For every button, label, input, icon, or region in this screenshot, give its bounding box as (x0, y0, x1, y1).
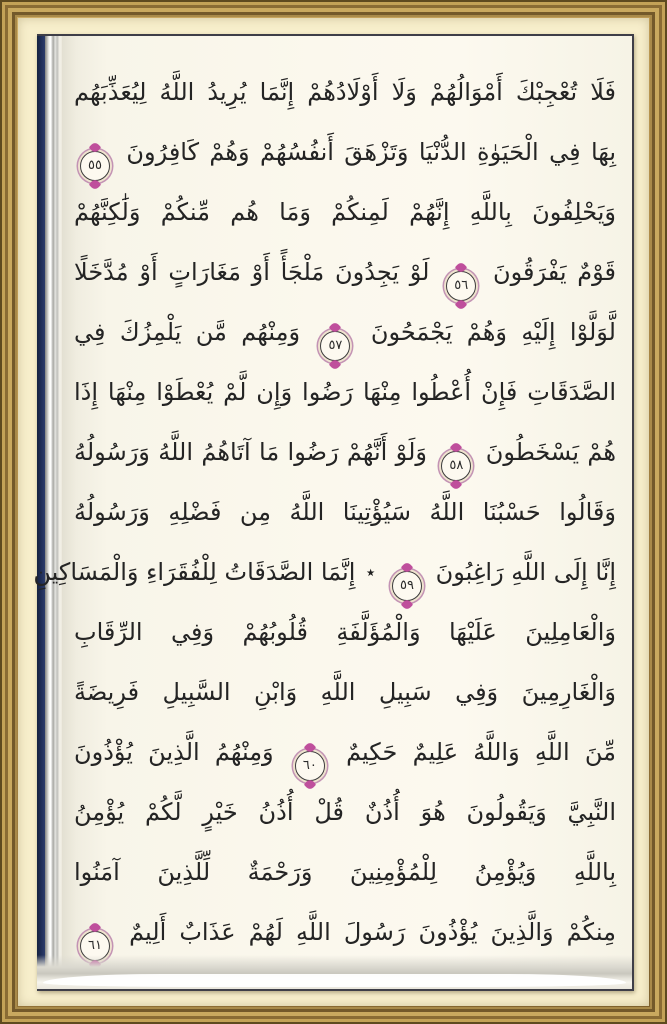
aya-marker (392, 571, 422, 601)
quran-line-7 (74, 422, 616, 482)
aya-number: ٦١ (88, 938, 102, 953)
quran-line-text: هُمْ يَسْخَطُونَ (485, 438, 616, 466)
quran-line-text: وَمِنْهُمُ الَّذِينَ يُؤْذُونَ (74, 738, 274, 766)
aya-marker (320, 331, 350, 361)
quran-line-text: وَمِنْهُم مَّن يَلْمِزُكَ فِي (74, 318, 301, 346)
aya-marker (80, 151, 110, 181)
quran-line-2 (74, 122, 616, 182)
aya-number: ٥٨ (449, 458, 464, 473)
rub-el-hizb-icon: ٭ (366, 563, 376, 583)
page-bottom-curl (37, 955, 632, 989)
quran-line-15 (74, 902, 616, 962)
aya-marker (441, 451, 471, 481)
quran-line-5 (74, 302, 616, 362)
quran-line-12 (74, 722, 616, 782)
quran-line-10 (74, 602, 616, 662)
quran-line-text: فَلَا تُعْجِبْكَ أَمْوَالُهُمْ وَلَا أَوْلَادُهُمْ إِنَّمَا يُرِيدُ اللَّهُ لِيُعَذِّبَهُم (74, 78, 616, 106)
quran-line-1 (74, 62, 616, 122)
matte-border (18, 18, 649, 1006)
quran-line-text: وَيَحْلِفُونَ بِاللَّهِ إِنَّهُمْ لَمِنكُمْ وَمَا هُم مِّنكُمْ وَلَٰكِنَّهُمْ (74, 198, 616, 226)
book-gutter-edge (37, 36, 45, 989)
aya-number: ٥٦ (454, 278, 469, 293)
quran-line-text: لَّوَلَّوْا إِلَيْهِ وَهُمْ يَجْمَحُونَ (370, 318, 616, 346)
aya-marker (295, 751, 325, 781)
aya-number: ٥٥ (88, 158, 102, 173)
quran-line-4 (74, 242, 616, 302)
quran-line-13 (74, 782, 616, 842)
quran-line-text: بِهَا فِي الْحَيَوٰةِ الدُّنْيَا وَتَزْهَقَ أَنفُسُهُمْ وَهُمْ كَافِرُونَ (126, 138, 616, 166)
paper-surface (33, 36, 632, 989)
quran-line-14 (74, 842, 616, 902)
aya-number: ٥٩ (399, 578, 414, 593)
aya-marker (446, 271, 476, 301)
mushaf-page (33, 34, 634, 991)
quran-line-text: وَالْغَارِمِينَ وَفِي سَبِيلِ اللَّهِ وَابْنِ السَّبِيلِ فَرِيضَةً (74, 678, 616, 706)
quran-line-9 (33, 542, 616, 602)
quran-line-text: الصَّدَقَاتِ فَإِنْ أُعْطُوا مِنْهَا رَضُوا وَإِن لَّمْ يُعْطَوْا مِنْهَا إِذَا (74, 378, 616, 406)
quran-line-text: وَقَالُوا حَسْبُنَا اللَّهُ سَيُؤْتِينَا اللَّهُ مِن فَضْلِهِ وَرَسُولُهُ (74, 498, 616, 526)
quran-line-text: إِنَّا إِلَى اللَّهِ رَاغِبُونَ (435, 558, 616, 586)
quran-line-text: مِنكُمْ وَالَّذِينَ يُؤْذُونَ رَسُولَ اللَّهِ لَهُمْ عَذَابٌ أَلِيمٌ (129, 918, 617, 946)
quran-line-text: النَّبِيَّ وَيَقُولُونَ هُوَ أُذُنٌ قُلْ أُذُنُ خَيْرٍ لَّكُمْ يُؤْمِنُ (74, 798, 616, 826)
quran-line-8 (74, 482, 616, 542)
page-bottom-highlight (43, 974, 626, 987)
quran-line-6 (74, 362, 616, 422)
page-stack-edges (45, 36, 62, 989)
quran-line-text: بِاللَّهِ وَيُؤْمِنُ لِلْمُؤْمِنِينَ وَرَحْمَةٌ لِّلَّذِينَ آمَنُوا (74, 858, 616, 886)
quran-line-text: إِنَّمَا الصَّدَقَاتُ لِلْفُقَرَاءِ وَالْمَسَاكِينِ (33, 558, 356, 586)
quran-line-text: قَوْمٌ يَفْرَقُونَ (492, 258, 616, 286)
quran-line-text: وَلَوْ أَنَّهُمْ رَضُوا مَا آتَاهُمُ اللَّهُ وَرَسُولُهُ (74, 438, 427, 466)
aya-number: ٦٠ (302, 758, 317, 773)
quran-text-block (33, 62, 617, 962)
quran-line-text: مِّنَ اللَّهِ وَاللَّهُ عَلِيمٌ حَكِيمٌ (346, 738, 616, 766)
quran-line-3 (74, 182, 616, 242)
quran-line-11 (74, 662, 616, 722)
aya-number: ٥٧ (328, 338, 343, 353)
quran-line-text: وَالْعَامِلِينَ عَلَيْهَا وَالْمُؤَلَّفَةِ قُلُوبُهُمْ وَفِي الرِّقَابِ (74, 618, 616, 646)
quran-line-text: لَوْ يَجِدُونَ مَلْجَأً أَوْ مَغَارَاتٍ أَوْ مُدَّخَلًا (74, 258, 430, 286)
